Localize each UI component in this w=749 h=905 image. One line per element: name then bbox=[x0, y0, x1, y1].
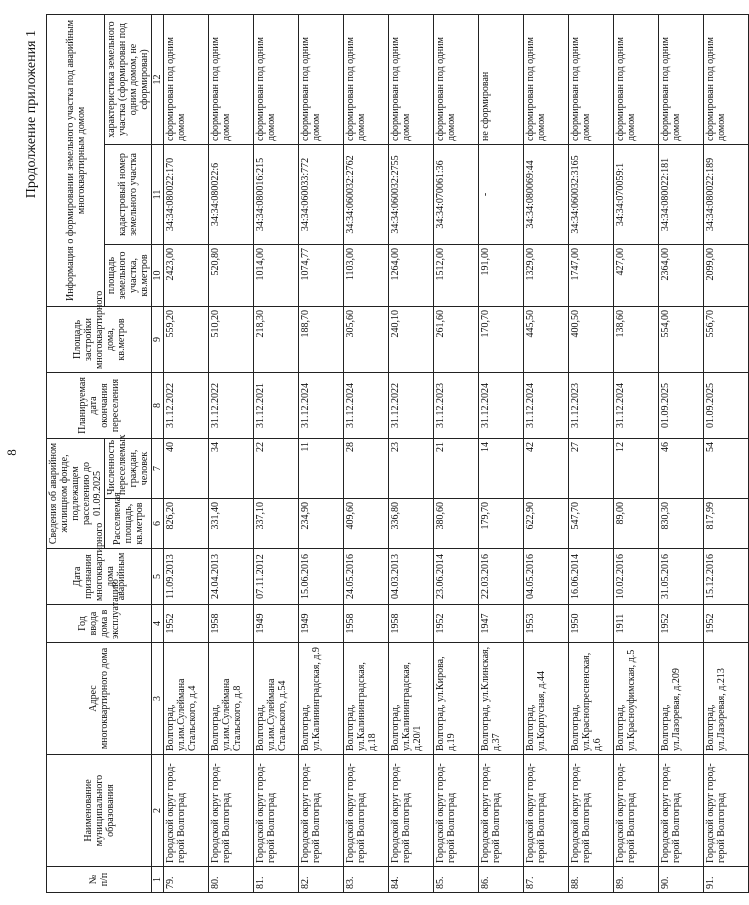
row-number: 84. bbox=[389, 867, 434, 893]
recognition-date-cell: 10.02.2016 bbox=[614, 549, 659, 605]
planned-date-cell: 31.12.2022 bbox=[209, 372, 254, 438]
emergency-housing-table bbox=[46, 14, 749, 893]
header-characteristic: характеристика земельного участка (сформирован под одним домом, не сформирован) bbox=[105, 14, 152, 144]
cadastral-cell: 34:34:080022:181 bbox=[659, 144, 704, 244]
column-number: 8 bbox=[152, 372, 164, 438]
header-recognition-date: Дата признания многоквартирного дома аварийным bbox=[47, 549, 152, 605]
column-number: 4 bbox=[152, 605, 164, 643]
characteristic-cell: сформирован под одним домом bbox=[389, 14, 434, 144]
characteristic-cell: сформирован под одним домом bbox=[659, 14, 704, 144]
table-body bbox=[164, 14, 749, 892]
table-row bbox=[299, 14, 344, 892]
year-cell: 1949 bbox=[254, 605, 299, 643]
residents-cell: 22 bbox=[254, 438, 299, 498]
municipality-cell: Городской округ город-герой Волгоград bbox=[524, 755, 569, 867]
land-area-cell: 1074,77 bbox=[299, 244, 344, 306]
area-cell: 380,60 bbox=[434, 499, 479, 549]
area-cell: 826,20 bbox=[164, 499, 209, 549]
municipality-cell: Городской округ город-герой Волгоград bbox=[659, 755, 704, 867]
built-area-cell: 510,20 bbox=[209, 306, 254, 372]
land-area-cell: 2423,00 bbox=[164, 244, 209, 306]
column-number: 1 bbox=[152, 867, 164, 893]
built-area-cell: 240,10 bbox=[389, 306, 434, 372]
header-land-area: площадь земельного участка, кв.метров bbox=[105, 244, 152, 306]
header-address: Адрес многоквартирного дома bbox=[47, 643, 152, 755]
column-number: 7 bbox=[152, 438, 164, 498]
table-row bbox=[524, 14, 569, 892]
row-number: 81. bbox=[254, 867, 299, 893]
land-area-cell: 1103,00 bbox=[344, 244, 389, 306]
address-cell: Волгоград, ул.Красноуфимская, д.5 bbox=[614, 643, 659, 755]
page-number: 8 bbox=[4, 449, 19, 456]
address-cell: Волгоград, ул.им.Сулеймана Стальского, д.54 bbox=[254, 643, 299, 755]
address-cell: Волгоград, ул.им.Сулеймана Стальского, д.4 bbox=[164, 643, 209, 755]
planned-date-cell: 31.12.2024 bbox=[344, 372, 389, 438]
column-number: 3 bbox=[152, 643, 164, 755]
recognition-date-cell: 07.11.2012 bbox=[254, 549, 299, 605]
built-area-cell: 559,20 bbox=[164, 306, 209, 372]
cadastral-cell: 34:34:060032:2755 bbox=[389, 144, 434, 244]
characteristic-cell: сформирован под одним домом bbox=[434, 14, 479, 144]
table-row bbox=[434, 14, 479, 892]
land-area-cell: 2099,00 bbox=[704, 244, 749, 306]
cadastral-cell: 34:34:080022:189 bbox=[704, 144, 749, 244]
municipality-cell: Городской округ город-герой Волгоград bbox=[344, 755, 389, 867]
residents-cell: 40 bbox=[164, 438, 209, 498]
year-cell: 1958 bbox=[389, 605, 434, 643]
year-cell: 1953 bbox=[524, 605, 569, 643]
area-cell: 331,40 bbox=[209, 499, 254, 549]
planned-date-cell: 01.09.2025 bbox=[659, 372, 704, 438]
area-cell: 89,00 bbox=[614, 499, 659, 549]
cadastral-cell: 34:34:060033:772 bbox=[299, 144, 344, 244]
table-row bbox=[704, 14, 749, 892]
address-cell: Волгоград, ул.Лазоревая, д.209 bbox=[659, 643, 704, 755]
cadastral-cell: 34:34:080022:170 bbox=[164, 144, 209, 244]
row-number: 85. bbox=[434, 867, 479, 893]
header-land-info: Информация о формировании земельного участка под аварийным многоквартирным домом bbox=[47, 14, 105, 306]
recognition-date-cell: 24.05.2016 bbox=[344, 549, 389, 605]
planned-date-cell: 31.12.2023 bbox=[569, 372, 614, 438]
header-planned-date: Планируемая дата окончания переселения bbox=[47, 372, 152, 438]
table-row bbox=[614, 14, 659, 892]
table-row bbox=[164, 14, 209, 892]
residents-cell: 11 bbox=[299, 438, 344, 498]
recognition-date-cell: 23.06.2014 bbox=[434, 549, 479, 605]
residents-cell: 42 bbox=[524, 438, 569, 498]
column-number: 12 bbox=[152, 14, 164, 144]
recognition-date-cell: 22.03.2016 bbox=[479, 549, 524, 605]
residents-cell: 14 bbox=[479, 438, 524, 498]
land-area-cell: 1264,00 bbox=[389, 244, 434, 306]
planned-date-cell: 31.12.2024 bbox=[479, 372, 524, 438]
recognition-date-cell: 24.04.2013 bbox=[209, 549, 254, 605]
area-cell: 336,80 bbox=[389, 499, 434, 549]
residents-cell: 34 bbox=[209, 438, 254, 498]
header-built-area: Площадь застройки многоквартирного дома, кв.метров bbox=[47, 306, 152, 372]
built-area-cell: 188,70 bbox=[299, 306, 344, 372]
built-area-cell: 445,50 bbox=[524, 306, 569, 372]
recognition-date-cell: 15.12.2016 bbox=[704, 549, 749, 605]
built-area-cell: 138,60 bbox=[614, 306, 659, 372]
land-area-cell: 2364,00 bbox=[659, 244, 704, 306]
row-number: 90. bbox=[659, 867, 704, 893]
address-cell: Волгоград, ул.Краснопресненская, д.6 bbox=[569, 643, 614, 755]
area-cell: 337,10 bbox=[254, 499, 299, 549]
municipality-cell: Городской округ город-герой Волгоград bbox=[164, 755, 209, 867]
row-number: 86. bbox=[479, 867, 524, 893]
planned-date-cell: 31.12.2024 bbox=[524, 372, 569, 438]
row-number: 91. bbox=[704, 867, 749, 893]
municipality-cell: Городской округ город-герой Волгоград bbox=[479, 755, 524, 867]
municipality-cell: Городской округ город-герой Волгоград bbox=[389, 755, 434, 867]
residents-cell: 21 bbox=[434, 438, 479, 498]
planned-date-cell: 31.12.2021 bbox=[254, 372, 299, 438]
address-cell: Волгоград, ул.Корпусная, д.44 bbox=[524, 643, 569, 755]
row-number: 88. bbox=[569, 867, 614, 893]
area-cell: 547,70 bbox=[569, 499, 614, 549]
built-area-cell: 554,00 bbox=[659, 306, 704, 372]
planned-date-cell: 31.12.2024 bbox=[299, 372, 344, 438]
area-cell: 817,99 bbox=[704, 499, 749, 549]
column-number: 11 bbox=[152, 144, 164, 244]
residents-cell: 28 bbox=[344, 438, 389, 498]
land-area-cell: 1329,00 bbox=[524, 244, 569, 306]
planned-date-cell: 31.12.2024 bbox=[614, 372, 659, 438]
characteristic-cell: сформирован под одним домом bbox=[704, 14, 749, 144]
year-cell: 1949 bbox=[299, 605, 344, 643]
area-cell: 622,90 bbox=[524, 499, 569, 549]
recognition-date-cell: 11.09.2013 bbox=[164, 549, 209, 605]
table-row bbox=[209, 14, 254, 892]
year-cell: 1958 bbox=[344, 605, 389, 643]
characteristic-cell: сформирован под одним домом bbox=[164, 14, 209, 144]
row-number: 79. bbox=[164, 867, 209, 893]
municipality-cell: Городской округ город-герой Волгоград bbox=[614, 755, 659, 867]
table-row bbox=[569, 14, 614, 892]
year-cell: 1952 bbox=[434, 605, 479, 643]
area-cell: 830,30 bbox=[659, 499, 704, 549]
header-area: Расселяемая площадь, кв.метров bbox=[105, 499, 152, 549]
residents-cell: 54 bbox=[704, 438, 749, 498]
cadastral-cell: 34:34:080016:215 bbox=[254, 144, 299, 244]
address-cell: Волгоград, ул.Лазоревая, д.213 bbox=[704, 643, 749, 755]
municipality-cell: Городской округ город-герой Волгоград bbox=[209, 755, 254, 867]
recognition-date-cell: 04.05.2016 bbox=[524, 549, 569, 605]
area-cell: 409,60 bbox=[344, 499, 389, 549]
cadastral-cell: 34:34:070061:36 bbox=[434, 144, 479, 244]
header-num: № п/п bbox=[47, 867, 152, 893]
land-area-cell: 520,80 bbox=[209, 244, 254, 306]
built-area-cell: 556,70 bbox=[704, 306, 749, 372]
year-cell: 1952 bbox=[164, 605, 209, 643]
municipality-cell: Городской округ город-герой Волгоград bbox=[254, 755, 299, 867]
cadastral-cell: 34:34:060032:2762 bbox=[344, 144, 389, 244]
built-area-cell: 261,60 bbox=[434, 306, 479, 372]
built-area-cell: 400,50 bbox=[569, 306, 614, 372]
municipality-cell: Городской округ город-герой Волгоград bbox=[299, 755, 344, 867]
address-cell: Волгоград, ул.Калининградская, д.9 bbox=[299, 643, 344, 755]
row-number: 80. bbox=[209, 867, 254, 893]
built-area-cell: 218,30 bbox=[254, 306, 299, 372]
table-row bbox=[659, 14, 704, 892]
column-number: 9 bbox=[152, 306, 164, 372]
municipality-cell: Городской округ город-герой Волгоград bbox=[704, 755, 749, 867]
column-number: 10 bbox=[152, 244, 164, 306]
built-area-cell: 305,60 bbox=[344, 306, 389, 372]
land-area-cell: 1512,00 bbox=[434, 244, 479, 306]
recognition-date-cell: 16.06.2014 bbox=[569, 549, 614, 605]
built-area-cell: 170,70 bbox=[479, 306, 524, 372]
header-year: Год ввода дома в эксплуатацию bbox=[47, 605, 152, 643]
cadastral-cell: 34:34:080069:44 bbox=[524, 144, 569, 244]
address-cell: Волгоград, ул.Клинская, д.37 bbox=[479, 643, 524, 755]
characteristic-cell: сформирован под одним домом bbox=[209, 14, 254, 144]
row-number: 82. bbox=[299, 867, 344, 893]
header-cadastral: кадастровый номер земельного участка bbox=[105, 144, 152, 244]
cadastral-cell: 34:34:080022:6 bbox=[209, 144, 254, 244]
year-cell: 1952 bbox=[704, 605, 749, 643]
planned-date-cell: 31.12.2022 bbox=[389, 372, 434, 438]
year-cell: 1952 bbox=[659, 605, 704, 643]
planned-date-cell: 01.09.2025 bbox=[704, 372, 749, 438]
year-cell: 1911 bbox=[614, 605, 659, 643]
planned-date-cell: 31.12.2023 bbox=[434, 372, 479, 438]
recognition-date-cell: 04.03.2013 bbox=[389, 549, 434, 605]
continuation-title: Продолжение приложения 1 bbox=[24, 30, 39, 199]
row-number: 83. bbox=[344, 867, 389, 893]
cadastral-cell: 34:34:060032:3165 bbox=[569, 144, 614, 244]
table-row bbox=[479, 14, 524, 892]
row-number: 87. bbox=[524, 867, 569, 893]
characteristic-cell: сформирован под одним домом bbox=[299, 14, 344, 144]
characteristic-cell: сформирован под одним домом bbox=[254, 14, 299, 144]
cadastral-cell: - bbox=[479, 144, 524, 244]
column-number: 5 bbox=[152, 549, 164, 605]
characteristic-cell: сформирован под одним домом bbox=[614, 14, 659, 144]
characteristic-cell: сформирован под одним домом bbox=[344, 14, 389, 144]
address-cell: Волгоград, ул.Калининградская, д.18 bbox=[344, 643, 389, 755]
address-cell: Волгоград, ул.им.Сулеймана Стальского, д.8 bbox=[209, 643, 254, 755]
area-cell: 179,70 bbox=[479, 499, 524, 549]
land-area-cell: 427,00 bbox=[614, 244, 659, 306]
recognition-date-cell: 31.05.2016 bbox=[659, 549, 704, 605]
characteristic-cell: не сформирован bbox=[479, 14, 524, 144]
column-number: 6 bbox=[152, 499, 164, 549]
year-cell: 1947 bbox=[479, 605, 524, 643]
residents-cell: 12 bbox=[614, 438, 659, 498]
residents-cell: 46 bbox=[659, 438, 704, 498]
header-residents: Численность переселяемых граждан, человек bbox=[105, 438, 152, 498]
land-area-cell: 1747,00 bbox=[569, 244, 614, 306]
land-area-cell: 191,00 bbox=[479, 244, 524, 306]
characteristic-cell: сформирован под одним домом bbox=[524, 14, 569, 144]
residents-cell: 23 bbox=[389, 438, 434, 498]
table-row bbox=[254, 14, 299, 892]
cadastral-cell: 34:34:070059:1 bbox=[614, 144, 659, 244]
row-number: 89. bbox=[614, 867, 659, 893]
header-municipality: Наименование муниципального образования bbox=[47, 755, 152, 867]
year-cell: 1950 bbox=[569, 605, 614, 643]
address-cell: Волгоград, ул.Калининградская, д.20/1 bbox=[389, 643, 434, 755]
municipality-cell: Городской округ город-герой Волгоград bbox=[434, 755, 479, 867]
residents-cell: 27 bbox=[569, 438, 614, 498]
planned-date-cell: 31.12.2022 bbox=[164, 372, 209, 438]
column-number: 2 bbox=[152, 755, 164, 867]
area-cell: 234,90 bbox=[299, 499, 344, 549]
land-area-cell: 1014,00 bbox=[254, 244, 299, 306]
characteristic-cell: сформирован под одним домом bbox=[569, 14, 614, 144]
recognition-date-cell: 15.06.2016 bbox=[299, 549, 344, 605]
table-row bbox=[389, 14, 434, 892]
municipality-cell: Городской округ город-герой Волгоград bbox=[569, 755, 614, 867]
table-row bbox=[344, 14, 389, 892]
year-cell: 1958 bbox=[209, 605, 254, 643]
header-emergency-info: Сведения об аварийном жилищном фонде, подлежащем расселению до 01.09.2025 bbox=[47, 438, 105, 548]
address-cell: Волгоград, ул.Кирова, д.19 bbox=[434, 643, 479, 755]
